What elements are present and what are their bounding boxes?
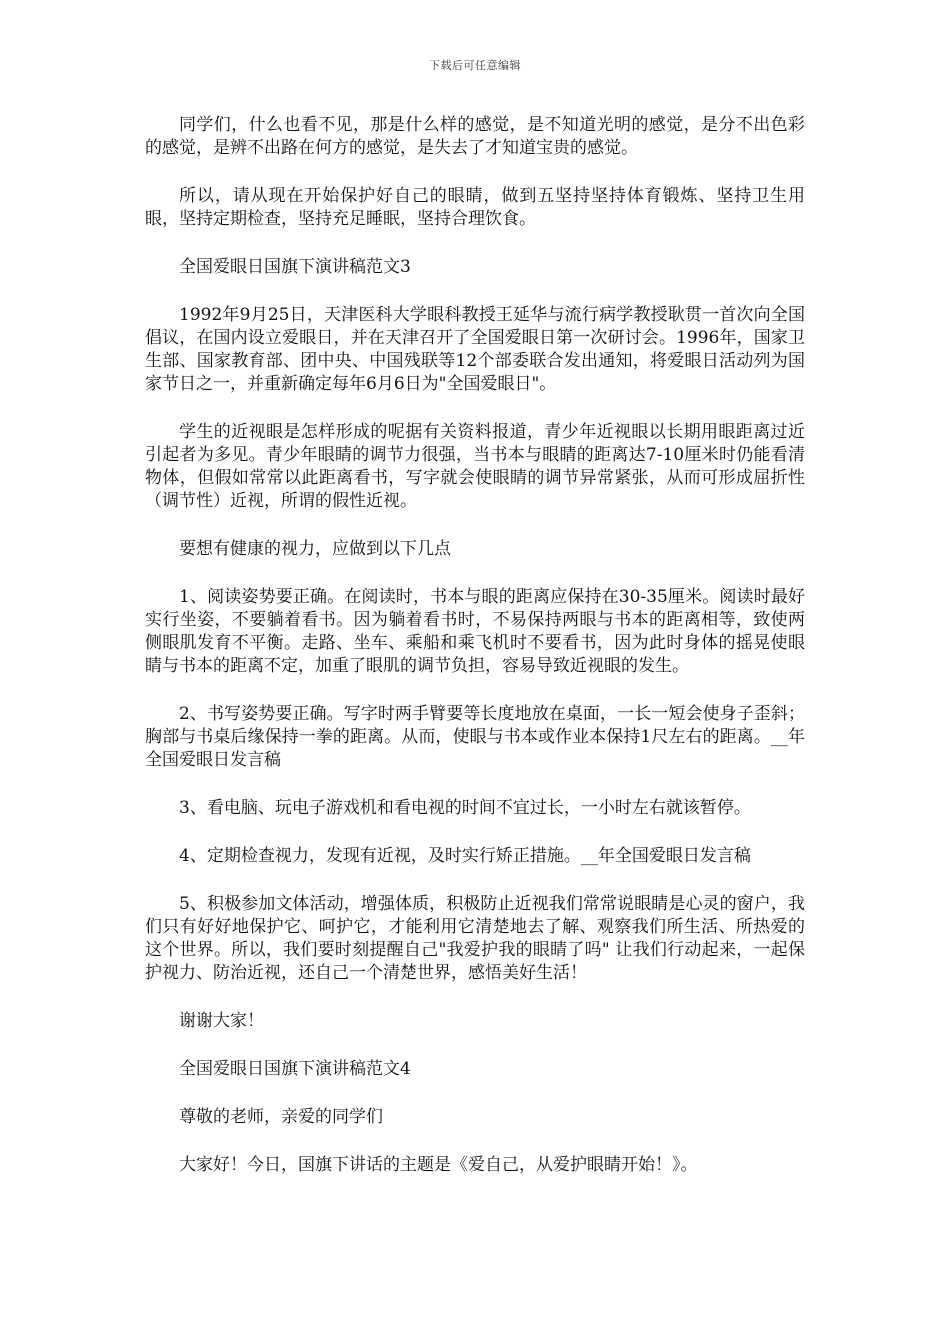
list-item: 4、定期检查视力，发现有近视，及时实行矫正措施。__年全国爱眼日发言稿 [179, 846, 751, 866]
paragraph: 所以，请从现在开始保护好自己的眼睛，做到五坚持坚持体育锻炼、坚持卫生用眼，坚持定期检查，坚持充足睡眠，坚持合理饮食。 [145, 186, 805, 229]
paragraph: 大家好！今日，国旗下讲话的主题是《爱自己，从爱护眼睛开始！》。 [179, 1155, 698, 1175]
list-item: 1、阅读姿势要正确。在阅读时，书本与眼的距离应保持在30-35厘米。阅读时最好实行坐姿，不要躺着看书。因为躺着看书时，不易保持两眼与书本的距离相等，致使两侧眼肌发育不平衡。走路、坐车、乘船和乘飞机时不要看书，因为此时身体的摇晃使眼睛与书本的距离不定，加重了眼肌的调节负担，容易导致近视眼的发生。 [145, 587, 805, 676]
list-item: 2、书写姿势要正确。写字时两手臂要等长度地放在桌面，一长一短会使身子歪斜；胸部与书桌后缘保持一拳的距离。从而，使眼与书本或作业本保持1尺左右的距离。__年全国爱眼日发言稿 [145, 704, 805, 770]
document-body [145, 114, 805, 1202]
section-heading: 全国爱眼日国旗下演讲稿范文4 [179, 1059, 411, 1079]
paragraph: 学生的近视眼是怎样形成的呢据有关资料报道，青少年近视眼以长期用眼距离过近引起者为多见。青少年眼睛的调节力很强，当书本与眼睛的距离达7-10厘米时仍能看清物体，但假如常常以此距离看书，写字就会使眼睛的调节异常紧张，从而可形成屈折性（调节性）近视，所谓的假性近视。 [145, 422, 805, 511]
paragraph: 谢谢大家！ [179, 1011, 264, 1031]
salutation: 尊敬的老师，亲爱的同学们 [179, 1107, 383, 1127]
list-item: 5、积极参加文体活动，增强体质，积极防止近视我们常常说眼睛是心灵的窗户，我们只有好好地保护它、呵护它，才能利用它清楚地去了解、观察我们所生活、所热爱的这个世界。所以，我们要时刻提醒自己"我爱护我的眼睛了吗" 让我们行动起来，一起保护视力、防治近视，还自己一个清楚世界，感悟美好生活！ [145, 894, 805, 983]
section-heading: 全国爱眼日国旗下演讲稿范文3 [179, 257, 411, 277]
list-item: 3、看电脑、玩电子游戏机和看电视的时间不宜过长，一小时左右就该暂停。 [179, 798, 751, 818]
paragraph: 要想有健康的视力，应做到以下几点 [179, 539, 451, 559]
paragraph: 同学们，什么也看不见，那是什么样的感觉，是不知道光明的感觉，是分不出色彩的感觉，是辨不出路在何方的感觉，是失去了才知道宝贵的感觉。 [145, 115, 805, 158]
paragraph: 1992年9月25日，天津医科大学眼科教授王延华与流行病学教授耿贯一首次向全国倡议，在国内设立爱眼日，并在天津召开了全国爱眼日第一次研讨会。1996年，国家卫生部、国家教育部、团中央、中国残联等12个部委联合发出通知，将爱眼日活动列为国家节日之一，并重新确定每年6月6日为"全国爱眼日"。 [145, 305, 805, 394]
page-header: 下载后可任意编辑 [429, 59, 521, 72]
